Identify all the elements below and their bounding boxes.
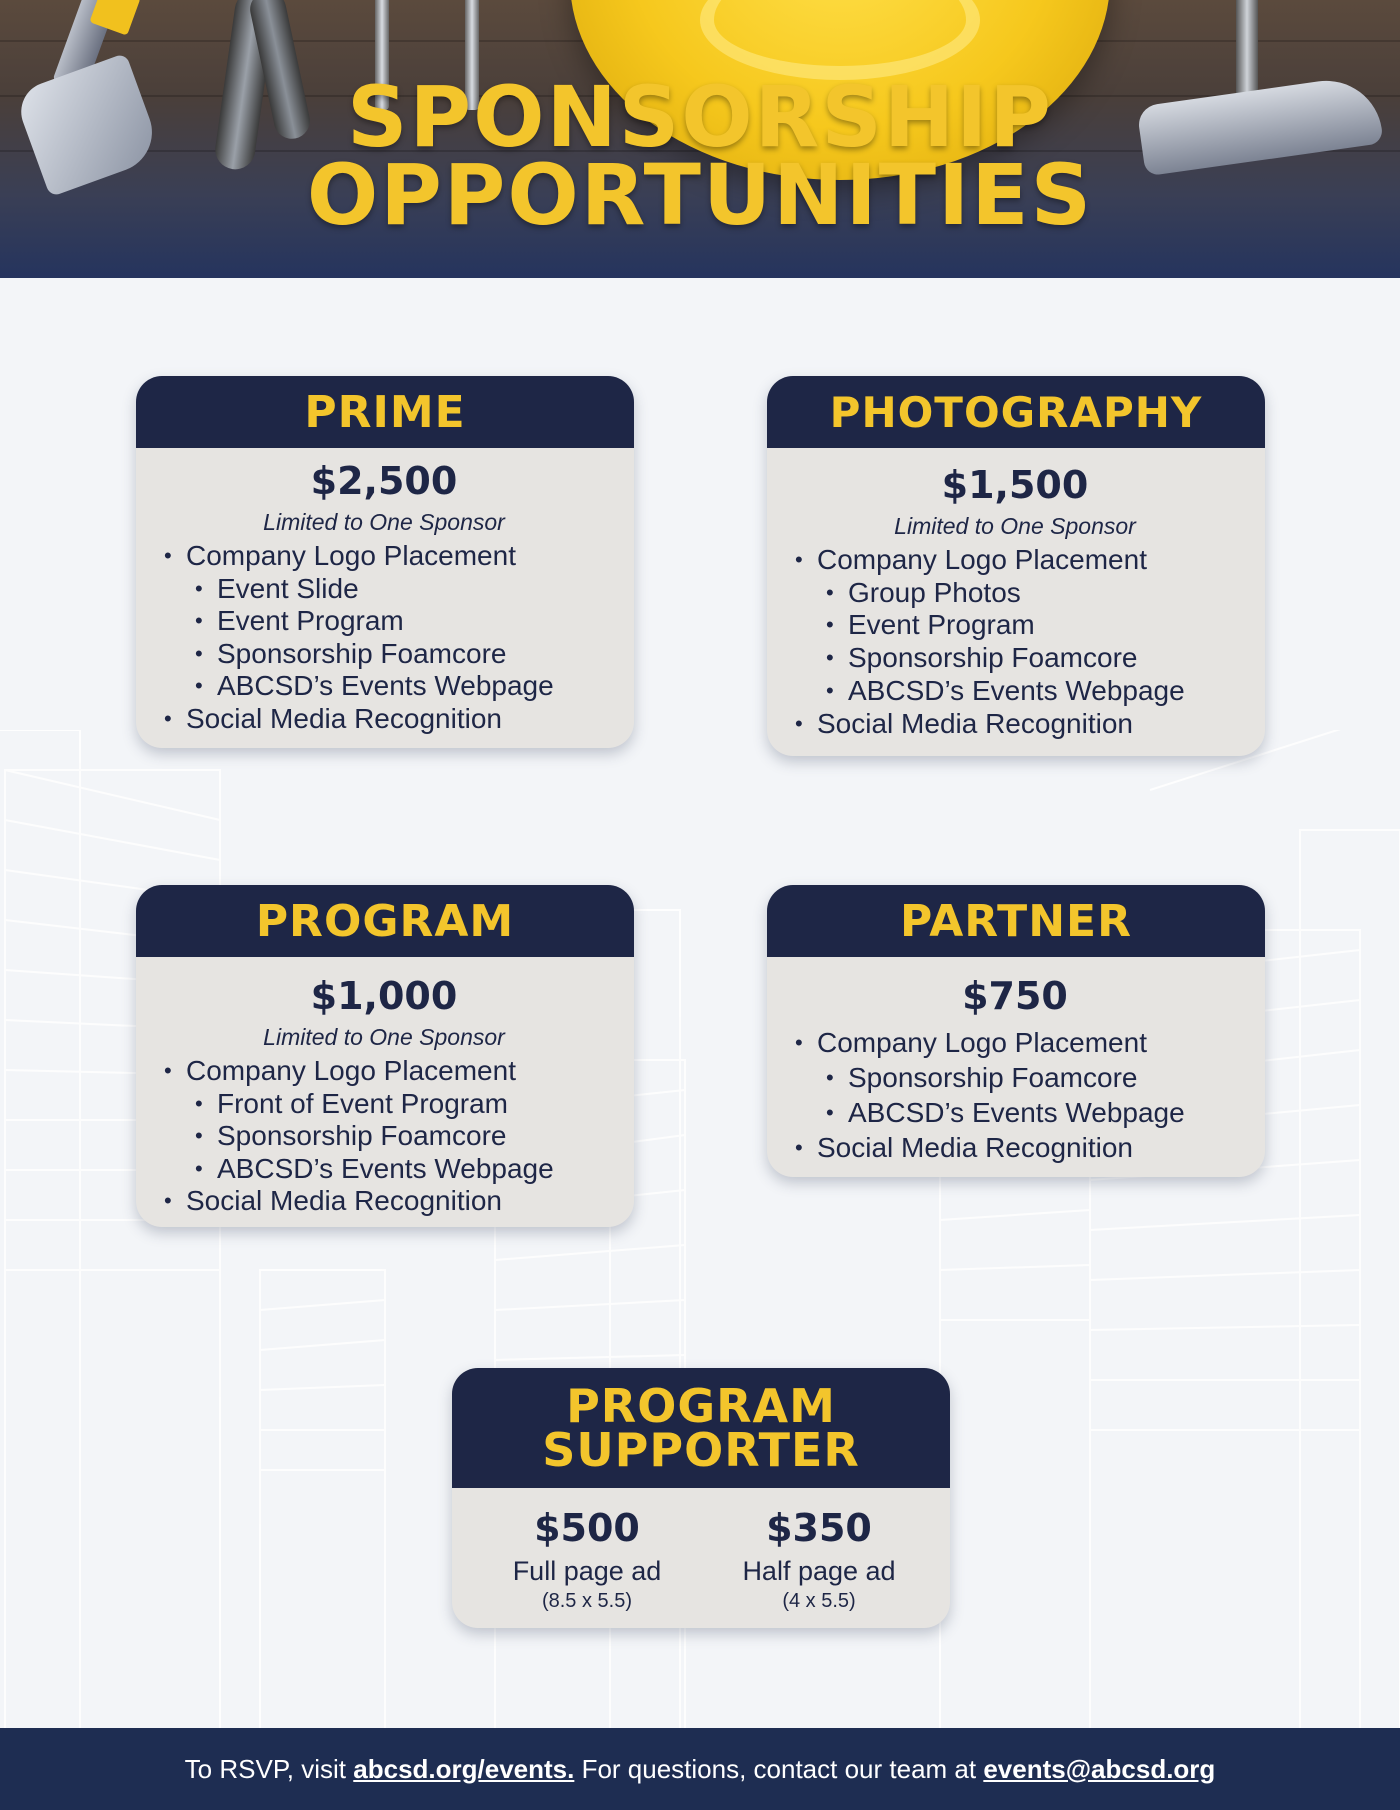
benefit-list (793, 1025, 1237, 1165)
benefit-item: • Company Logo Placement (162, 1055, 606, 1088)
tier-price: $1,000 (310, 974, 458, 1018)
title-line-1: SPONSORSHIP (347, 68, 1053, 166)
footer-bar (0, 1728, 1400, 1810)
benefit-subitem: • Event Program (162, 605, 606, 638)
tier-title (452, 1368, 950, 1488)
option-size: (8.5 x 5.5) (541, 1590, 633, 1612)
tier-note: Limited to One Sponsor (263, 1024, 505, 1050)
option-description: Half page ad (742, 1556, 896, 1586)
benefit-subitem: • Group Photos (793, 577, 1237, 610)
option-price: $350 (766, 1506, 872, 1550)
benefit-item: • Social Media Recognition (162, 1185, 606, 1218)
supporter-option-half (724, 1502, 914, 1614)
header-banner (0, 0, 1400, 278)
tier-note: Limited to One Sponsor (263, 509, 505, 535)
supporter-option-full (492, 1502, 682, 1614)
benefit-subitem: • Event Program (793, 609, 1237, 642)
footer-text-questions: For questions, contact our team at (574, 1753, 984, 1784)
page-title (0, 68, 1400, 244)
tier-card-prime (136, 376, 634, 748)
benefit-subitem: • Sponsorship Foamcore (793, 642, 1237, 675)
benefit-subitem: • ABCSD’s Events Webpage (162, 1153, 606, 1186)
tier-title-line-2: SUPPORTER (542, 1423, 860, 1477)
tier-price: $1,500 (941, 463, 1089, 507)
events-link[interactable]: abcsd.org/events. (353, 1753, 575, 1784)
email-link[interactable]: events@abcsd.org (983, 1753, 1216, 1784)
benefit-item: • Social Media Recognition (162, 703, 606, 736)
benefit-list (162, 540, 606, 735)
tier-note: Limited to One Sponsor (894, 513, 1136, 539)
supporter-options (452, 1488, 950, 1614)
option-size: (4 x 5.5) (782, 1590, 856, 1612)
benefit-subitem: • Sponsorship Foamcore (793, 1060, 1237, 1095)
tier-title: PROGRAM (136, 885, 634, 957)
benefit-subitem: • Front of Event Program (162, 1088, 606, 1121)
option-price: $500 (534, 1506, 640, 1550)
footer-text-rsvp: To RSVP, visit (184, 1753, 354, 1784)
tier-card-program-supporter (452, 1368, 950, 1628)
benefit-subitem: • ABCSD’s Events Webpage (793, 675, 1237, 708)
benefit-item: • Company Logo Placement (162, 540, 606, 573)
tier-title: PRIME (136, 376, 634, 448)
benefit-list (162, 1055, 606, 1218)
tier-title-line-1: PROGRAM (566, 1379, 836, 1433)
tier-price: $750 (962, 974, 1068, 1018)
tier-card-program (136, 885, 634, 1227)
benefit-item: • Social Media Recognition (793, 1130, 1237, 1165)
title-line-2: OPPORTUNITIES (306, 146, 1094, 244)
tier-card-partner (767, 885, 1265, 1177)
benefit-subitem: • Sponsorship Foamcore (162, 1120, 606, 1153)
tier-title: PARTNER (767, 885, 1265, 957)
tier-title: PHOTOGRAPHY (767, 376, 1265, 448)
benefit-item: • Company Logo Placement (793, 1025, 1237, 1060)
benefit-subitem: • Event Slide (162, 573, 606, 606)
benefit-subitem: • Sponsorship Foamcore (162, 638, 606, 671)
benefit-item: • Social Media Recognition (793, 708, 1237, 741)
tier-price: $2,500 (310, 459, 458, 503)
option-description: Full page ad (512, 1556, 662, 1586)
benefit-subitem: • ABCSD’s Events Webpage (162, 670, 606, 703)
tier-card-photography (767, 376, 1265, 756)
benefit-item: • Company Logo Placement (793, 544, 1237, 577)
benefit-list (793, 544, 1237, 740)
benefit-subitem: • ABCSD’s Events Webpage (793, 1095, 1237, 1130)
